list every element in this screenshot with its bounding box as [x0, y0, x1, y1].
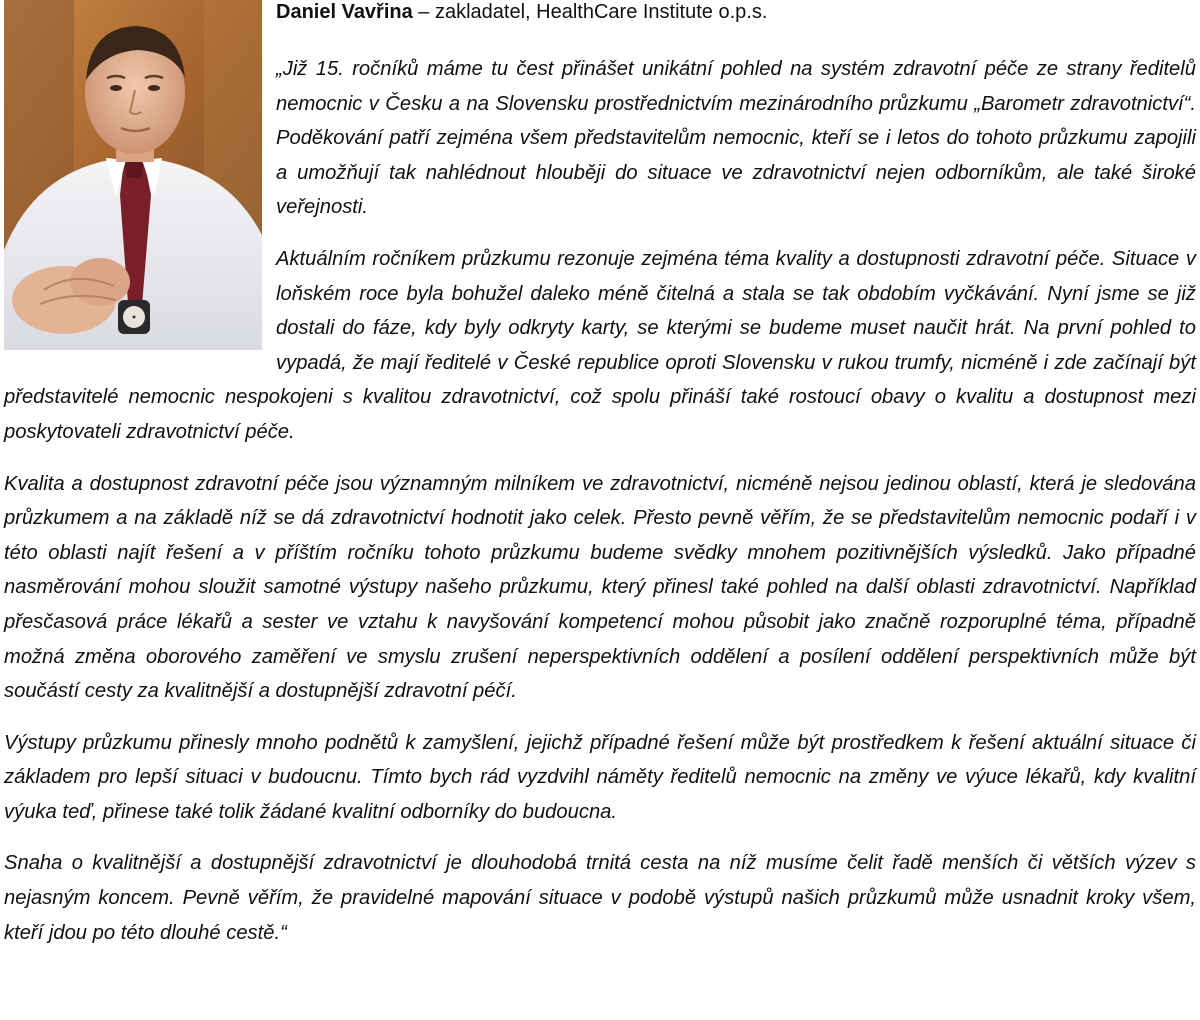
- paragraph-2: Aktuálním ročníkem průzkumu rezonuje zejména téma kvality a dostupnosti zdravotní péče. Situace v loňském roce byla bohužel daleko méně čitelná a stala se tak obdobím vyčkávání. Nyní jsme se již dostali do fáze, kdy byly odkryty karty, se kterými se budeme muset naučit hrát. Na první pohled to vypadá, že mají ředitelé v České republice oproti Slovensku v rukou trumfy, nicméně i zde začínají být představitelé nemocnic nespokojeni s kvalitou zdravotnictví, což spolu přináší také rostoucí obavy o kvalitu a dostupnost mezi poskytovateli zdravotnictví péče.: [4, 247, 1196, 443]
- paragraph-4: Výstupy průzkumu přinesly mnoho podnětů k zamyšlení, jejichž případné řešení může být prostředkem k řešení aktuální situace či základem pro lepší situaci v budoucnu. Tímto bych rád vyzdvihl náměty ředitelů nemocnic na změny ve výuce lékařů, kdy kvalitní výuka teď, přinese také tolik žádané kvalitní odborníky do budoucna.: [4, 731, 1196, 823]
- author-role: – zakladatel, HealthCare Institute o.p.s.: [412, 1, 768, 23]
- author-name: Daniel Vavřina: [276, 1, 413, 23]
- paragraph-5: Snaha o kvalitnější a dostupnější zdravotnictví je dlouhodobá trnitá cesta na níž musíme čelit řadě menších či větších výzev s nejasným koncem. Pevně věřím, že pravidelné mapování situace v podobě výstupů našich průzkumů může usnadnit kroky všem, kteří jdou po této dlouhé cestě.“: [4, 852, 1196, 944]
- paragraph-3: Kvalita a dostupnost zdravotní péče jsou významným milníkem ve zdravotnictví, nicméně nejsou jedinou oblastí, která je sledována průzkumem a na základě níž se dá zdravotnictví hodnotit jako celek. Přesto pevně věřím, že se představitelům nemocnic podaří i v této oblasti najít řešení a v příštím ročníku tohoto průzkumu budeme svědky mnohem pozitivnějších výsledků. Jako případné nasměrování mohou sloužit samotné výstupy našeho průzkumu, který přinesl také pohled na další oblasti zdravotnictví. Například přesčasová práce lékařů a sester ve vztahu k navyšování kompetencí mohou působit jako značně rozporuplné téma, případně možná změna oborového zaměření ve smyslu zrušení neperspektivních oddělení a posílení oddělení perspektivních může být součástí cesty za kvalitnější a dostupnější zdravotní péčí.: [4, 472, 1196, 703]
- paragraph-1: „Již 15. ročníků máme tu čest přinášet unikátní pohled na systém zdravotní péče ze strany ředitelů nemocnic v Česku a na Slovensku prostřednictvím mezinárodního průzkumu „Barometr zdravotnictví“. Poděkování patří zejména všem představitelům nemocnic, kteří se i letos do tohoto průzkumu zapojili a umožňují tak nahlédnout hlouběji do situace ve zdravotnictví nejen odborníkům, ale také široké veřejnosti.: [276, 58, 1196, 219]
- portrait-photo: [4, 0, 262, 350]
